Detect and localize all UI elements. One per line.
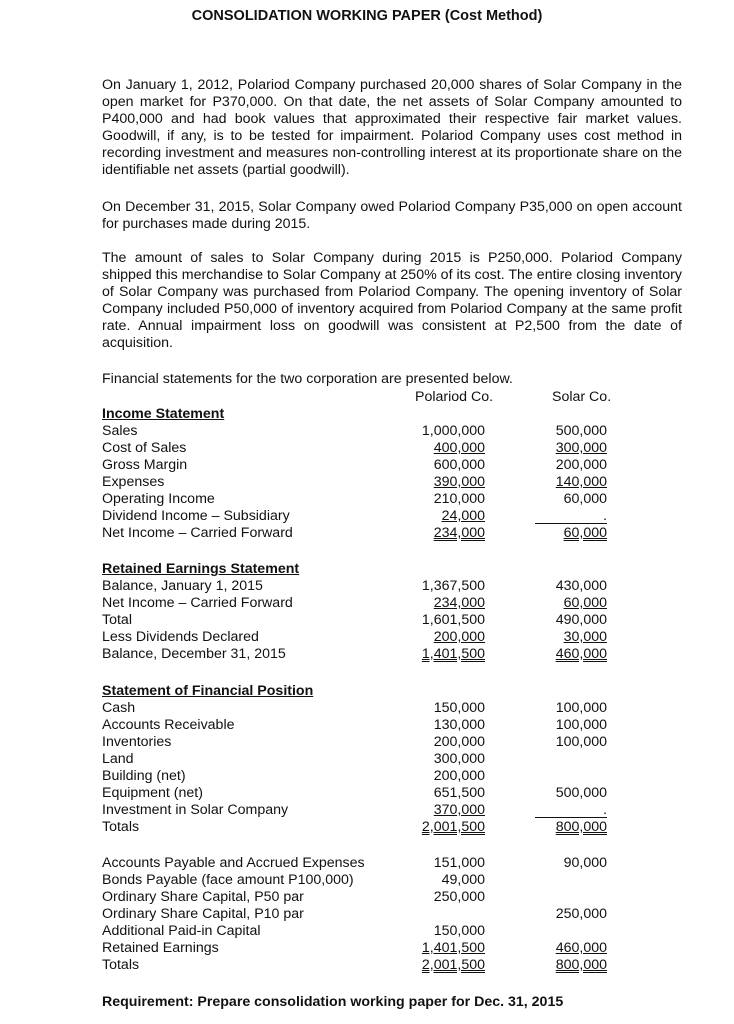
polariod-value: 234,000 <box>433 595 485 611</box>
row-label: Net Income – Carried Forward <box>102 595 293 611</box>
solar-value: 100,000 <box>555 734 607 750</box>
solar-value: 800,000 <box>555 957 607 973</box>
row-label: Land <box>102 751 134 767</box>
polariod-value: 250,000 <box>433 889 485 905</box>
solar-value: 60,000 <box>563 525 607 541</box>
row-label: Accounts Payable and Accrued Expenses <box>102 855 365 871</box>
row-label: Net Income – Carried Forward <box>102 525 293 541</box>
polariod-value: 49,000 <box>441 872 485 888</box>
polariod-value: 600,000 <box>433 457 485 473</box>
financial-position-heading: Statement of Financial Position <box>102 683 314 699</box>
polariod-value: 300,000 <box>433 751 485 767</box>
row-label: Sales <box>102 423 138 439</box>
row-label: Retained Earnings <box>102 940 219 956</box>
polariod-value: 2,001,500 <box>421 819 485 835</box>
polariod-value: 1,401,500 <box>421 940 485 956</box>
solar-value: 300,000 <box>555 440 607 456</box>
solar-value: 100,000 <box>555 700 607 716</box>
polariod-value: 651,500 <box>433 785 485 801</box>
document-title: CONSOLIDATION WORKING PAPER (Cost Method) <box>191 8 543 24</box>
income-statement-heading: Income Statement <box>102 406 225 422</box>
row-label: Totals <box>102 819 140 835</box>
polariod-value: 24,000 <box>441 508 485 524</box>
solar-value: 60,000 <box>563 491 607 507</box>
polariod-value: 200,000 <box>433 734 485 750</box>
row-label: Total <box>102 612 132 628</box>
polariod-value: 150,000 <box>433 700 485 716</box>
row-label: Cost of Sales <box>102 440 187 456</box>
solar-value: . <box>535 508 607 524</box>
solar-value: 800,000 <box>555 819 607 835</box>
row-label: Less Dividends Declared <box>102 629 259 645</box>
polariod-value: 130,000 <box>433 717 485 733</box>
polariod-value: 150,000 <box>433 923 485 939</box>
row-label: Equipment (net) <box>102 785 203 801</box>
solar-value: 100,000 <box>555 717 607 733</box>
solar-value: 460,000 <box>555 646 607 662</box>
row-label: Cash <box>102 700 136 716</box>
row-label: Building (net) <box>102 768 186 784</box>
requirement-text: Requirement: Prepare consolidation working paper for Dec. 31, 2015 <box>102 994 564 1010</box>
solar-value: 460,000 <box>555 940 607 956</box>
row-label: Gross Margin <box>102 457 188 473</box>
polariod-value: 200,000 <box>433 629 485 645</box>
polariod-value: 2,001,500 <box>421 957 485 973</box>
row-label: Investment in Solar Company <box>102 802 289 818</box>
polariod-value: 400,000 <box>433 440 485 456</box>
row-label: Balance, December 31, 2015 <box>102 646 286 662</box>
row-label: Balance, January 1, 2015 <box>102 578 263 594</box>
row-label: Ordinary Share Capital, P50 par <box>102 889 304 905</box>
solar-value: 60,000 <box>563 595 607 611</box>
paragraph-intercompany-sales: The amount of sales to Solar Company during 2015 is P250,000. Polariod Company shipped this merchandise to Solar Company at 250% of its cost. The entire closing inventory of Solar Company was purchased from Polariod Company. The opening inventory of Solar Company included P50,000 of inventory acquired from Polariod Company at the same profit rate. Annual impairment loss on goodwill was consistent at P2,500 from the date of acquisition. <box>102 250 682 351</box>
solar-value: 90,000 <box>563 855 607 871</box>
paragraph-acquisition: On January 1, 2012, Polariod Company purchased 20,000 shares of Solar Company in the open market for P370,000. On that date, the net assets of Solar Company amounted to P400,000 and had book values that approximated their respective fair market values. Goodwill, if any, is to be tested for impairment. Polariod Company uses cost method in recording investment and measures non-controlling interest at its proportionate share on the identifiable net assets (partial goodwill). <box>102 77 682 178</box>
row-label: Operating Income <box>102 491 215 507</box>
row-label: Additional Paid-in Capital <box>102 923 261 939</box>
polariod-value: 1,367,500 <box>421 578 485 594</box>
statements-intro: Financial statements for the two corporation are presented below. <box>102 371 513 387</box>
row-label: Expenses <box>102 474 165 490</box>
row-label: Inventories <box>102 734 172 750</box>
solar-value: 500,000 <box>555 423 607 439</box>
polariod-value: 234,000 <box>433 525 485 541</box>
solar-value: 140,000 <box>555 474 607 490</box>
polariod-value: 390,000 <box>433 474 485 490</box>
polariod-value: 370,000 <box>433 802 485 818</box>
solar-value: 200,000 <box>555 457 607 473</box>
solar-value: . <box>535 802 607 818</box>
polariod-value: 1,401,500 <box>421 646 485 662</box>
row-label: Bonds Payable (face amount P100,000) <box>102 872 354 888</box>
polariod-value: 1,000,000 <box>421 423 485 439</box>
polariod-value: 210,000 <box>433 491 485 507</box>
solar-value: 500,000 <box>555 785 607 801</box>
solar-value: 250,000 <box>555 906 607 922</box>
row-label: Dividend Income – Subsidiary <box>102 508 290 524</box>
column-header-polariod: Polariod Co. <box>415 389 494 405</box>
solar-value: 30,000 <box>563 629 607 645</box>
row-label: Ordinary Share Capital, P10 par <box>102 906 304 922</box>
solar-value: 490,000 <box>555 612 607 628</box>
column-header-solar: Solar Co. <box>552 389 612 405</box>
row-label: Totals <box>102 957 140 973</box>
retained-earnings-heading: Retained Earnings Statement <box>102 561 300 577</box>
paragraph-intercompany-payable: On December 31, 2015, Solar Company owed Polariod Company P35,000 on open account for purchases made during 2015. <box>102 199 682 232</box>
polariod-value: 200,000 <box>433 768 485 784</box>
solar-value: 430,000 <box>555 578 607 594</box>
polariod-value: 1,601,500 <box>421 612 485 628</box>
polariod-value: 151,000 <box>433 855 485 871</box>
row-label: Accounts Receivable <box>102 717 235 733</box>
